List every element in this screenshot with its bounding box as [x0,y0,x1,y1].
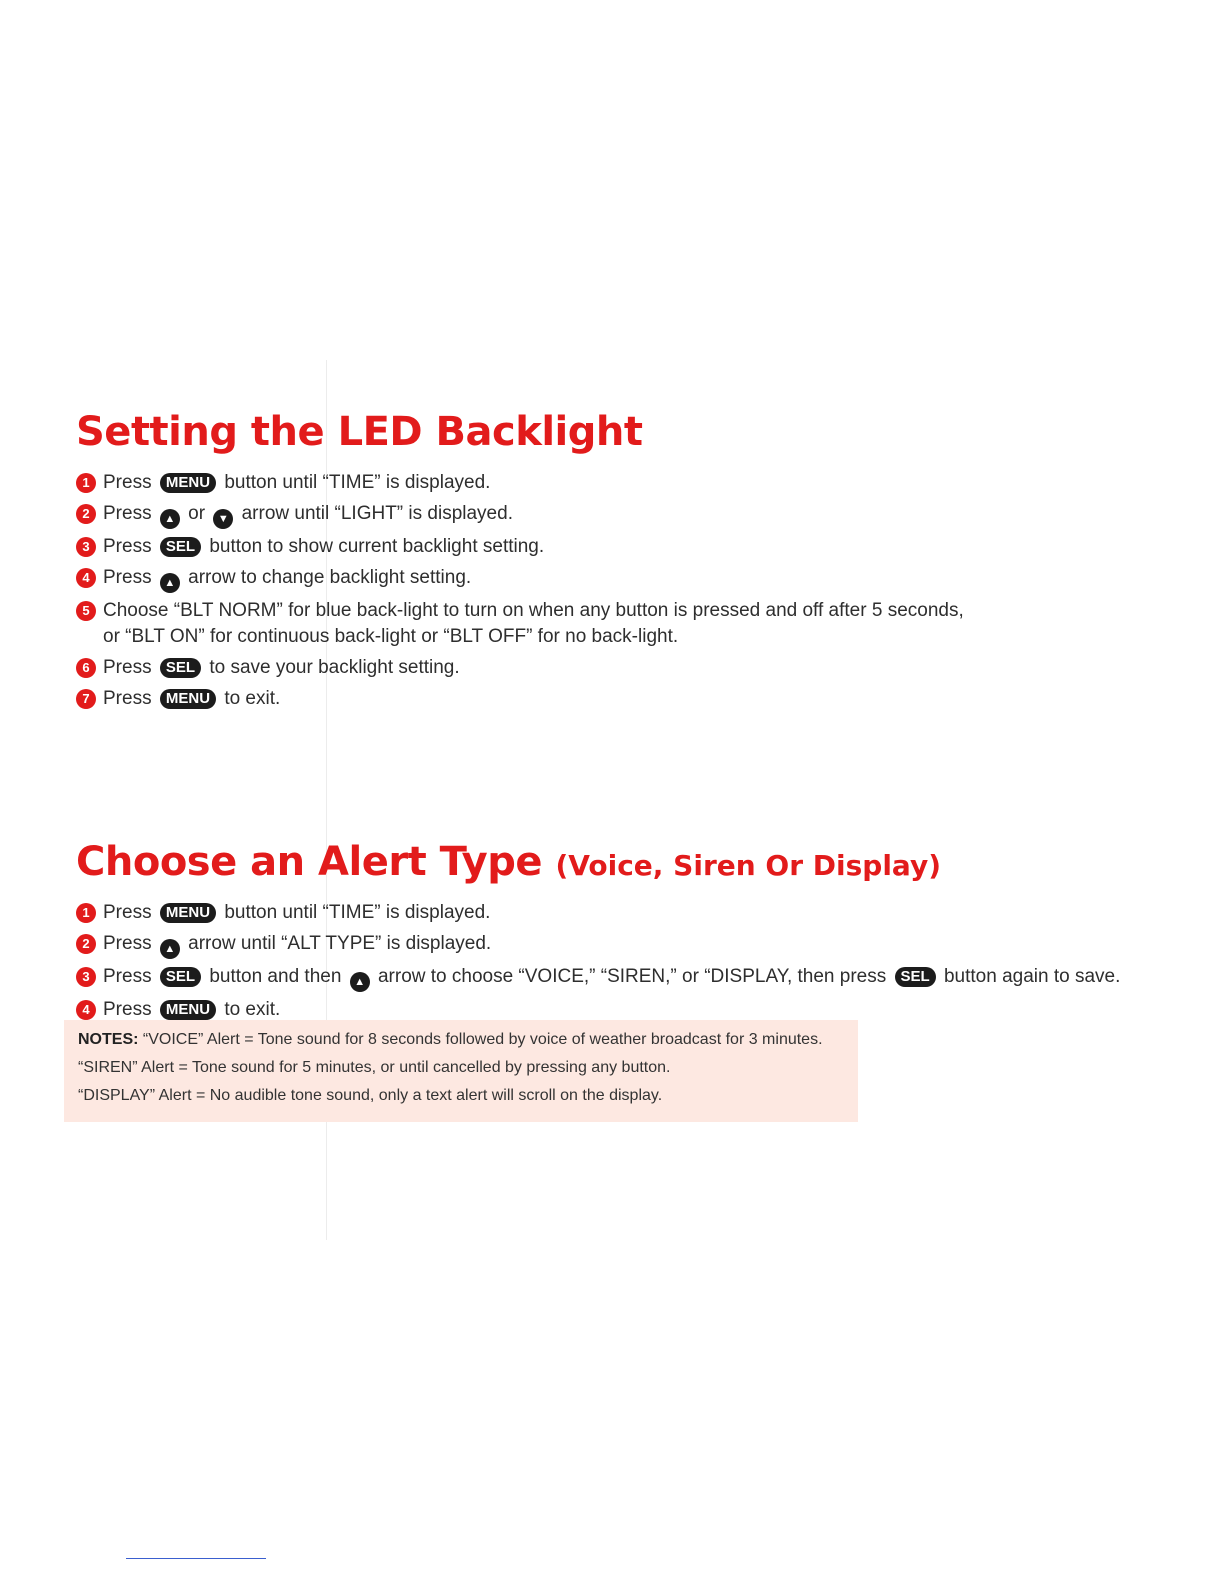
step-4: 4 Press MENU to exit. [76,997,1120,1023]
step-1: 1 Press MENU button until “TIME” is displayed. [76,900,1120,926]
section-title: Setting the LED Backlight [76,409,643,455]
step-1: 1 Press MENU button until “TIME” is displayed. [76,470,964,496]
section-subtitle: (Voice, Siren Or Display) [555,849,942,882]
sel-key: SEL [895,967,936,987]
footer-rule [126,1558,266,1559]
step-2: 2 Press ▲ arrow until “ALT TYPE” is displayed. [76,931,1120,959]
step-number: 1 [76,473,96,493]
menu-key: MENU [160,903,216,923]
sel-key: SEL [160,658,201,678]
menu-key: MENU [160,1000,216,1020]
notes-label: NOTES: [78,1031,139,1048]
menu-key: MENU [160,689,216,709]
up-arrow-button-icon: ▲ [160,509,180,529]
menu-key: MENU [160,473,216,493]
up-arrow-button-icon: ▲ [160,939,180,959]
section-title: Choose an Alert Type (Voice, Siren Or Display) [76,839,942,885]
sel-key: SEL [160,537,201,557]
section-led-backlight [76,408,964,717]
step-number: 3 [76,537,96,557]
notes-line-1: NOTES: “VOICE” Alert = Tone sound for 8 seconds followed by voice of weather broadcast for 3 minutes. [78,1031,823,1048]
up-arrow-button-icon: ▲ [350,972,370,992]
notes-line-3: “DISPLAY” Alert = No audible tone sound, only a text alert will scroll on the display. [78,1087,663,1104]
step-4: 4 Press ▲ arrow to change backlight setting. [76,565,964,593]
step-5: 5 Choose “BLT NORM” for blue back-light to turn on when any button is pressed and off after 5 seconds, or “BLT ON” for continuous back-light or “BLT OFF” for no back-light. [76,598,964,650]
step-number: 4 [76,1000,96,1020]
step-number: 6 [76,658,96,678]
step-number: 7 [76,689,96,709]
steps-list [76,470,964,712]
steps-list [76,900,1120,1023]
step-2: 2 Press ▲ or ▼ arrow until “LIGHT” is displayed. [76,501,964,529]
step-number: 2 [76,934,96,954]
step-number: 4 [76,568,96,588]
step-number: 2 [76,504,96,524]
step-6: 6 Press SEL to save your backlight setting. [76,655,964,681]
notes-box [64,1020,858,1122]
step-number: 3 [76,967,96,987]
up-arrow-button-icon: ▲ [160,573,180,593]
step-number: 5 [76,601,96,621]
step-3: 3 Press SEL button to show current backlight setting. [76,534,964,560]
step-7: 7 Press MENU to exit. [76,686,964,712]
sel-key: SEL [160,967,201,987]
down-arrow-button-icon: ▼ [213,509,233,529]
section-alert-type [76,838,1120,1028]
step-number: 1 [76,903,96,923]
notes-line-2: “SIREN” Alert = Tone sound for 5 minutes, or until cancelled by pressing any button. [78,1059,671,1076]
step-3: 3 Press SEL button and then ▲ arrow to choose “VOICE,” “SIREN,” or “DISPLAY, then press SEL button again to save. [76,964,1120,992]
